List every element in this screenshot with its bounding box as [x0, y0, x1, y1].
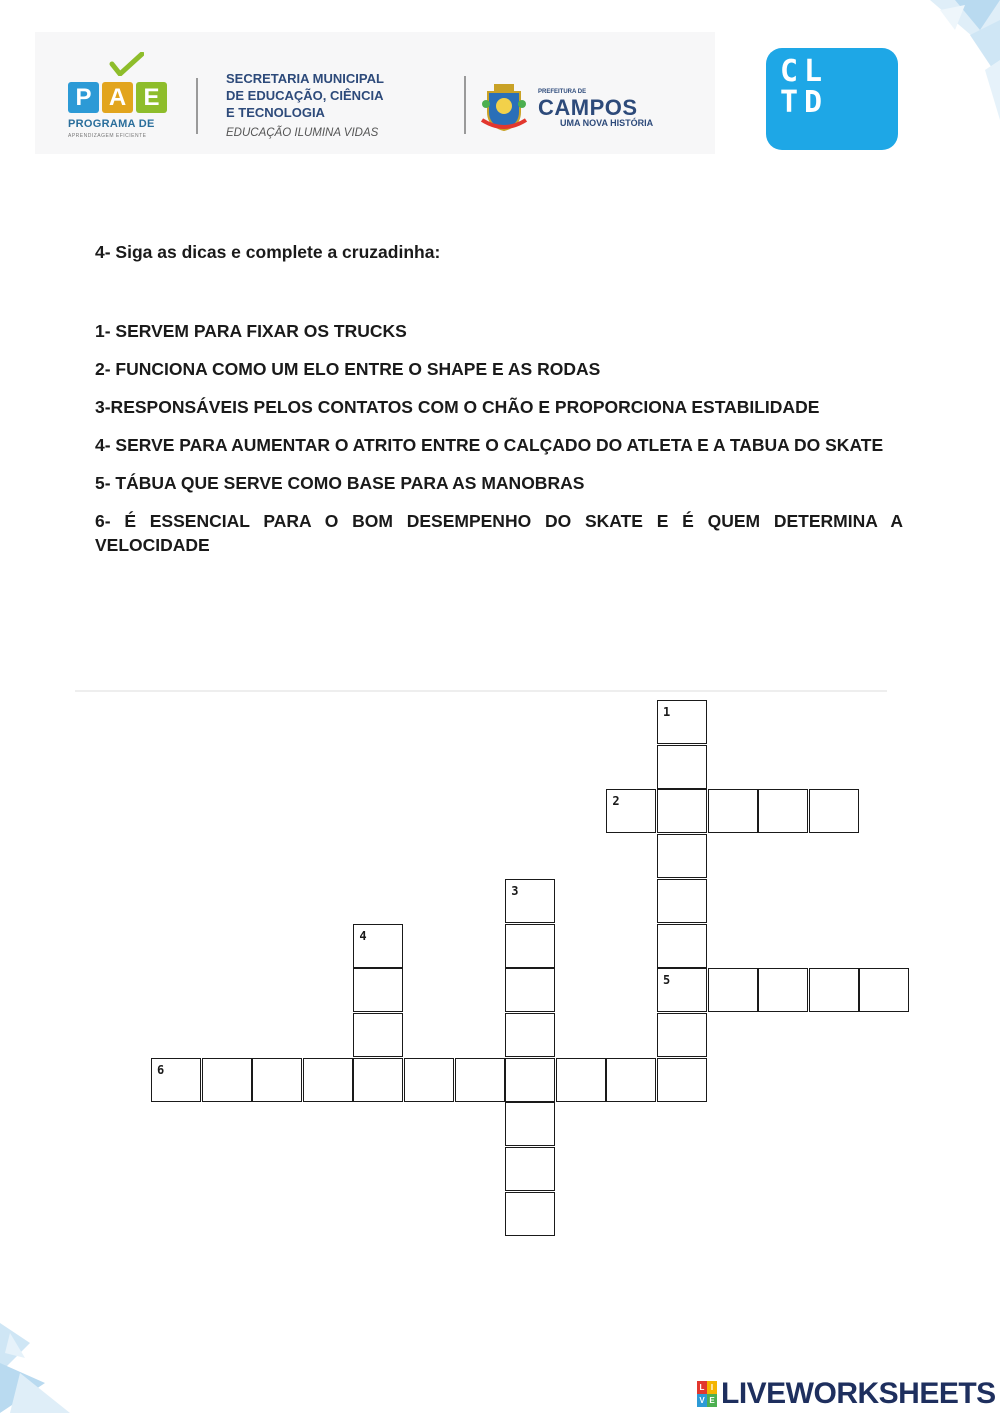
crossword-cell[interactable]: [505, 1058, 555, 1102]
crossword-cell[interactable]: [505, 924, 555, 968]
icon-letter: E: [707, 1394, 717, 1407]
crossword-cell[interactable]: [505, 1192, 555, 1236]
crossword-cell[interactable]: [758, 789, 808, 833]
clue-6: 6- É ESSENCIAL PARA O BOM DESEMPENHO DO SKATE E É QUEM DETERMINA A VELOCIDADE: [95, 511, 903, 555]
liveworksheets-wordmark: LIVEWORKSHEETS: [721, 1377, 996, 1410]
header-divider: [464, 76, 466, 134]
clue-number: 4: [359, 928, 367, 943]
crossword-cell[interactable]: [353, 1058, 403, 1102]
pae-tagline: APRENDIZAGEM EFICIENTE: [68, 133, 147, 139]
cltd-logo: CL TD: [766, 48, 898, 150]
crossword-cell[interactable]: [556, 1058, 606, 1102]
secretaria-logo: [226, 70, 451, 139]
crossword-cell[interactable]: [606, 1058, 656, 1102]
liveworksheets-icon: [697, 1381, 717, 1407]
clue-1: 1- SERVEM PARA FIXAR OS TRUCKS: [95, 321, 407, 341]
crossword-cell[interactable]: [657, 834, 707, 878]
divider-line: [75, 690, 887, 692]
crossword-cell[interactable]: [303, 1058, 353, 1102]
crossword-cell[interactable]: [505, 1102, 555, 1146]
pae-letter-a: A: [102, 82, 133, 113]
crossword-cell[interactable]: [657, 879, 707, 923]
crossword-cell[interactable]: [859, 968, 909, 1012]
campos-prefix: PREFEITURA DE: [538, 89, 587, 95]
clue-2: 2- FUNCIONA COMO UM ELO ENTRE O SHAPE E AS RODAS: [95, 359, 601, 379]
icon-letter: L: [697, 1381, 707, 1394]
crossword-cell[interactable]: [252, 1058, 302, 1102]
crossword-cell[interactable]: [708, 789, 758, 833]
icon-letter: V: [697, 1394, 707, 1407]
crossword-cell[interactable]: [455, 1058, 505, 1102]
crossword-cell[interactable]: [657, 968, 707, 1012]
clue-number: 2: [612, 794, 620, 809]
crossword-cell[interactable]: [809, 968, 859, 1012]
clue-4: 4- SERVE PARA AUMENTAR O ATRITO ENTRE O CALÇADO DO ATLETA E A TABUA DO SKATE: [95, 435, 884, 455]
campos-name: CAMPOS: [538, 95, 638, 120]
pae-letter-e: E: [136, 82, 167, 113]
clue-number: 6: [157, 1062, 165, 1077]
crossword-cell[interactable]: [758, 968, 808, 1012]
clue-number: 5: [663, 973, 671, 988]
clue-5: 5- TÁBUA QUE SERVE COMO BASE PARA AS MANOBRAS: [95, 473, 585, 493]
pae-logo: [68, 52, 178, 142]
crossword-cell[interactable]: [657, 1013, 707, 1057]
clue-number: 3: [511, 883, 519, 898]
pae-subtitle: PROGRAMA DE: [68, 118, 155, 130]
campos-logo: [480, 82, 700, 138]
crossword-cell[interactable]: [657, 924, 707, 968]
crossword-cell[interactable]: [505, 1013, 555, 1057]
crossword-cell[interactable]: [606, 789, 656, 833]
clue-3: 3-RESPONSÁVEIS PELOS CONTATOS COM O CHÃO E PROPORCIONA ESTABILIDADE: [95, 397, 820, 417]
campos-slogan: UMA NOVA HISTÓRIA: [560, 118, 654, 128]
crossword-cell[interactable]: [353, 924, 403, 968]
crossword-cell[interactable]: [657, 745, 707, 789]
crossword-cell[interactable]: [404, 1058, 454, 1102]
crossword-cell[interactable]: [708, 968, 758, 1012]
exercise-instruction: 4- Siga as dicas e complete a cruzadinha:: [95, 242, 441, 262]
crossword-cell[interactable]: [657, 789, 707, 833]
crossword-cell[interactable]: [353, 1013, 403, 1057]
icon-letter: I: [707, 1381, 717, 1394]
clue-list: [95, 319, 903, 571]
decorative-triangles-top-right: [910, 0, 1000, 120]
crossword-cell[interactable]: [809, 789, 859, 833]
crossword-cell[interactable]: [657, 700, 707, 744]
checkmark-icon: [108, 52, 144, 76]
crossword-cell[interactable]: [202, 1058, 252, 1102]
header-divider: [196, 78, 198, 134]
pae-letter-p: P: [68, 82, 99, 113]
crossword-cell[interactable]: [353, 968, 403, 1012]
coat-of-arms-icon: [480, 82, 528, 132]
pae-letters: [68, 82, 167, 113]
secretaria-tagline: EDUCAÇÃO ILUMINA VIDAS: [226, 127, 379, 139]
crossword-cell[interactable]: [505, 1147, 555, 1191]
crossword-cell[interactable]: [657, 1058, 707, 1102]
decorative-triangles-bottom-left: [0, 1303, 80, 1413]
crossword-cell[interactable]: [505, 879, 555, 923]
crossword-cell[interactable]: [151, 1058, 201, 1102]
crossword-cell[interactable]: [505, 968, 555, 1012]
clue-number: 1: [663, 705, 671, 719]
secretaria-title: SECRETARIA MUNICIPAL DE EDUCAÇÃO, CIÊNCIA E TECNOLOGIA: [226, 71, 384, 120]
liveworksheets-brand: [697, 1378, 996, 1410]
